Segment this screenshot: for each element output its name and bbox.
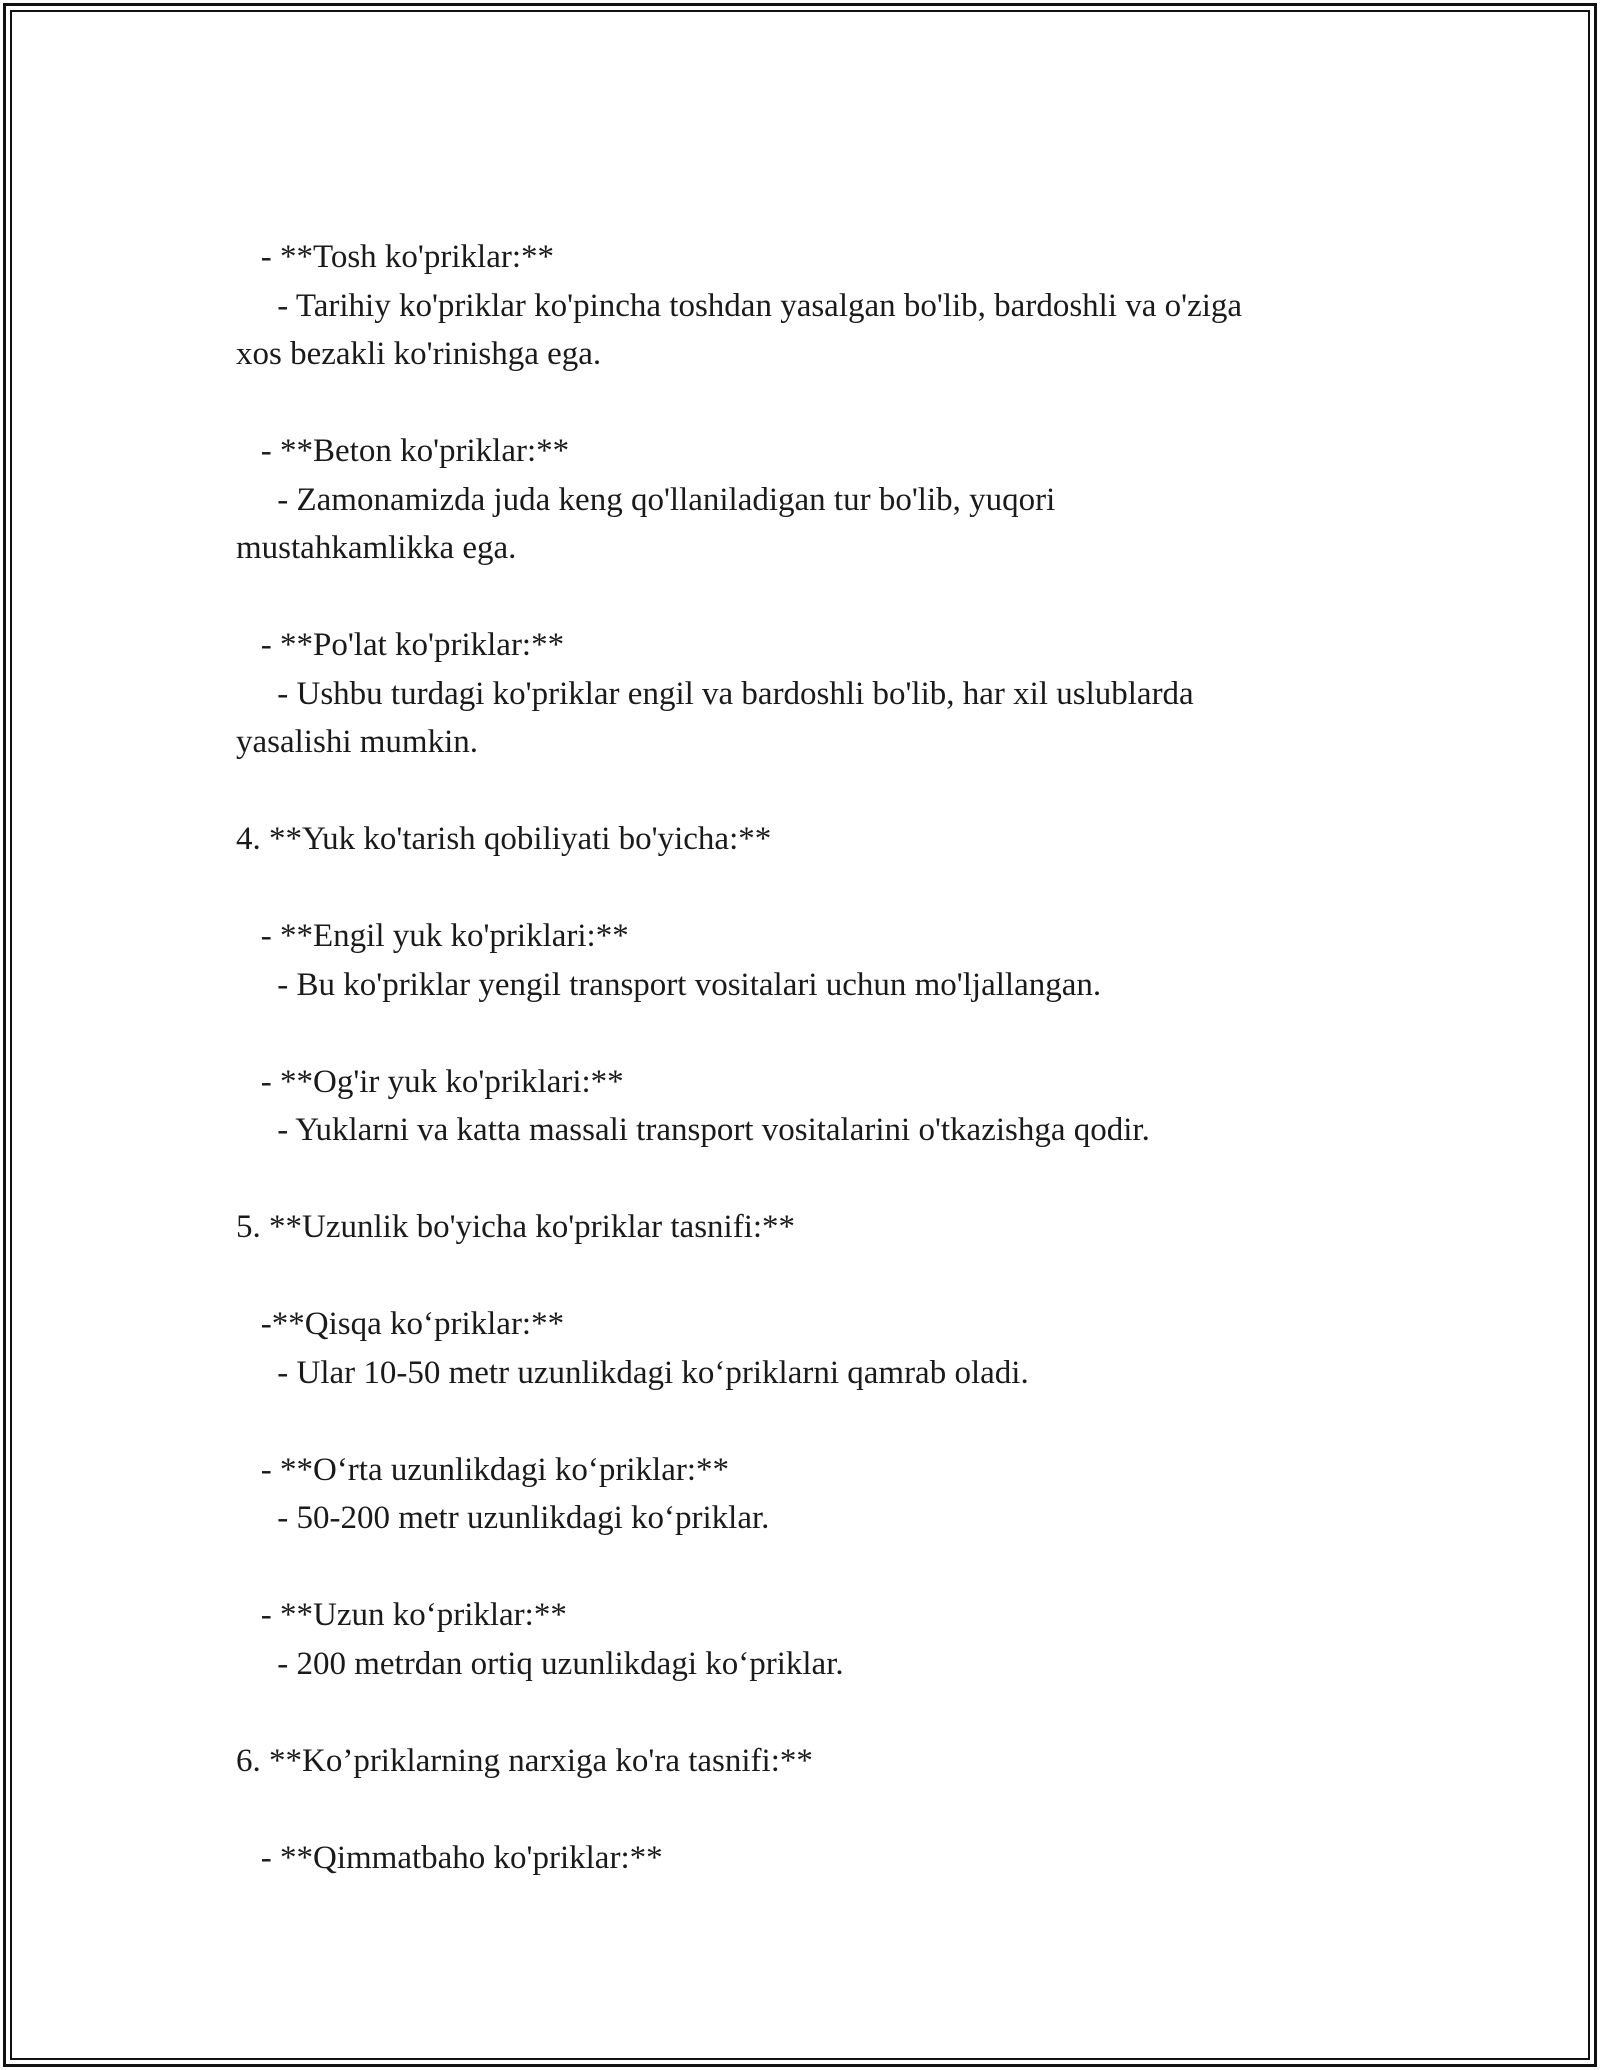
text-line: xos bezakli ko'rinishga ega. (236, 336, 602, 372)
text-line: - **Engil yuk ko'priklari:** (236, 918, 629, 954)
text-line: - 200 metrdan ortiq uzunlikdagi ko‘priklar. (236, 1645, 844, 1682)
text-line: - Yuklarni va katta massali transport vositalarini o'tkazishga qodir. (236, 1112, 1150, 1148)
text-line: yasalishi mumkin. (236, 724, 478, 760)
blank-line (236, 1785, 1376, 1834)
text-line: - **Uzun ko‘priklar:** (236, 1597, 567, 1633)
text-line: - 50-200 metr uzunlikdagi ko‘priklar. (236, 1500, 770, 1536)
text-line: mustahkamlikka ega. (236, 530, 517, 566)
blank-line (236, 1397, 1376, 1446)
text-line: -**Qisqa ko‘priklar:** (236, 1306, 565, 1342)
blank-line (236, 864, 1376, 913)
text-line: 5. **Uzunlik bo'yicha ko'priklar tasnifi:** (236, 1209, 796, 1245)
blank-line (236, 1252, 1376, 1301)
blank-line (236, 379, 1376, 428)
blank-line (236, 767, 1376, 816)
text-line: - **Beton ko'priklar:** (236, 433, 570, 469)
text-line: - **Og'ir yuk ko'priklari:** (236, 1063, 624, 1100)
text-line: - Ular 10-50 metr uzunlikdagi ko‘priklarni qamrab oladi. (236, 1354, 1029, 1391)
text-line: 4. **Yuk ko'tarish qobiliyati bo'yicha:** (236, 821, 772, 857)
text-line: - Ushbu turdagi ko'priklar engil va bardoshli bo'lib, har xil uslublarda (236, 675, 1194, 712)
text-line: 6. **Ko’priklarning narxiga ko'ra tasnifi:** (236, 1742, 813, 1779)
text-line: - **O‘rta uzunlikdagi ko‘priklar:** (236, 1451, 730, 1488)
blank-line (236, 1688, 1376, 1737)
document-body (236, 233, 1376, 1882)
text-line: - Tarihiy ko'priklar ko'pincha toshdan yasalgan bo'lib, bardoshli va o'ziga (236, 287, 1243, 324)
text-line: - **Po'lat ko'priklar:** (236, 627, 565, 663)
blank-line (236, 1543, 1376, 1592)
text-line: - Bu ko'priklar yengil transport vositalari uchun mo'ljallangan. (236, 966, 1102, 1003)
blank-line (236, 1009, 1376, 1058)
text-line: - **Tosh ko'priklar:** (236, 239, 555, 275)
blank-line (236, 1155, 1376, 1204)
blank-line (236, 573, 1376, 622)
text-line: - **Qimmatbaho ko'priklar:** (236, 1839, 663, 1876)
text-line: - Zamonamizda juda keng qo'llaniladigan tur bo'lib, yuqori (236, 481, 1056, 518)
